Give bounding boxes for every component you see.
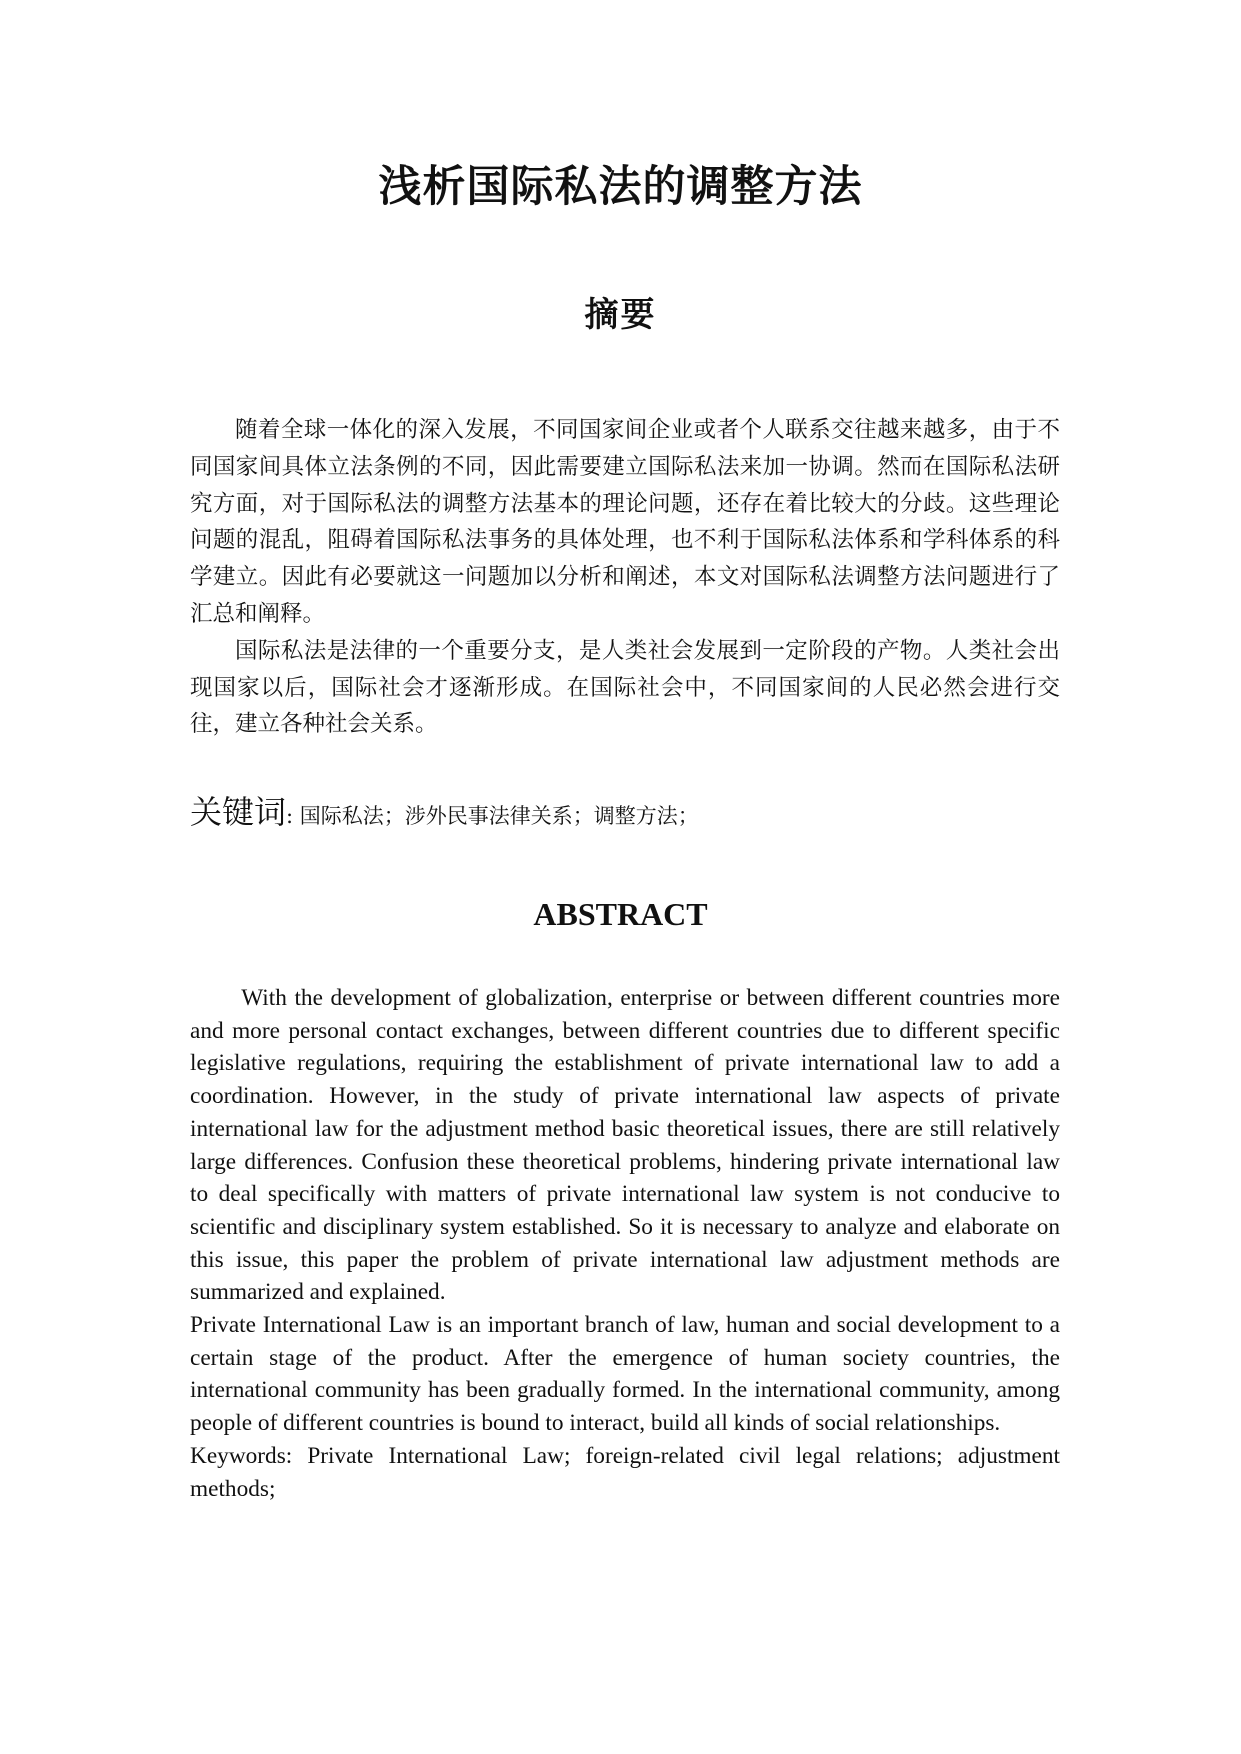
abstract-body-en	[190, 982, 1060, 1505]
abstract-paragraph-cn: 随着全球一体化的深入发展，不同国家间企业或者个人联系交往越来越多，由于不同国家间具体立法条例的不同，因此需要建立国际私法来加一协调。然而在国际私法研究方面，对于国际私法的调整方法基本的理论问题，还存在着比较大的分歧。这些理论问题的混乱，阻碍着国际私法事务的具体处理，也不利于国际私法体系和学科体系的科学建立。因此有必要就这一问题加以分析和阐述，本文对国际私法调整方法问题进行了汇总和阐释。	[190, 417, 1060, 627]
keywords-text-cn: : 国际私法；涉外民事法律关系；调整方法；	[286, 804, 699, 828]
abstract-paragraph-en: With the development of globalization, enterprise or between different countries more and more personal contact exchanges, between different countries due to different specific legislative regulations, requiring the establishment of private international law to add a coordination. However, in the study of private international law aspects of private international law for the adjustment method basic theoretical issues, there are still relatively large differences. Confusion these theoretical problems, hindering private international law to deal specifically with matters of private international law system is not conducive to scientific and disciplinary system established. So it is necessary to analyze and elaborate on this issue, this paper the problem of private international law adjustment methods are summarized and explained.	[190, 985, 1060, 1306]
keywords-en: Keywords: Private International Law; foreign-related civil legal relations; adjustment methods;	[190, 1442, 1060, 1502]
keywords-label-cn: 关键词	[190, 793, 287, 831]
abstract-paragraph-cn: 国际私法是法律的一个重要分支，是人类社会发展到一定阶段的产物。人类社会出现国家以后，国际社会才逐渐形成。在国际社会中，不同国家间的人民必然会进行交往，建立各种社会关系。	[190, 637, 1060, 738]
keywords-cn	[190, 790, 1060, 838]
abstract-heading-en: ABSTRACT	[533, 896, 708, 932]
paper-title: 浅析国际私法的调整方法	[378, 162, 863, 212]
abstract-heading-cn: 摘要	[584, 295, 657, 335]
abstract-body-cn	[190, 412, 1060, 743]
abstract-paragraph-en: Private International Law is an important branch of law, human and social development to a certain stage of the product. After the emergence of human society countries, the international community has been gradually formed. In the international community, among people of different countries is bound to interact, build all kinds of social relationships.	[190, 1312, 1060, 1437]
